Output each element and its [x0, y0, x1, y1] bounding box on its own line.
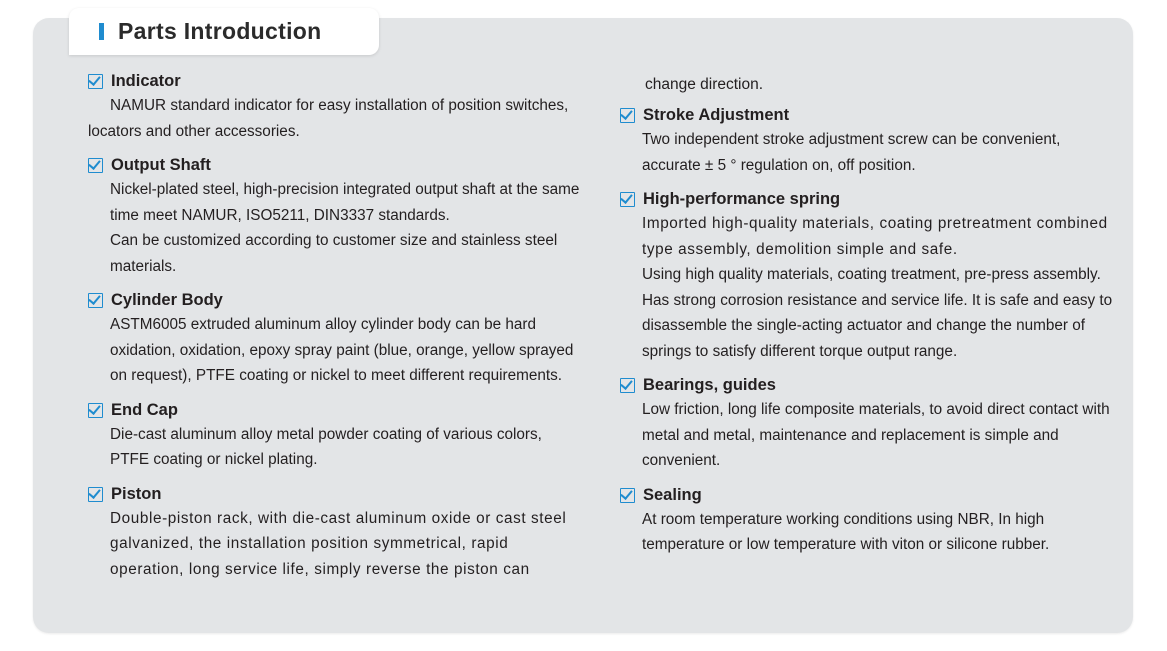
item-body: Imported high-quality materials, coating pretreatment combined type assembly, demolition simple and safe.: [642, 215, 1108, 258]
item-body: At room temperature working conditions using NBR, In high temperature or low temperature with viton or silicone rubber.: [642, 510, 1050, 553]
checkbox-checked-icon: [620, 192, 635, 207]
list-item: [88, 156, 585, 279]
item-body: Double-piston rack, with die-cast aluminum oxide or cast steel galvanized, the installation position symmetrical, rapid operation, long service life, simply reverse the piston can: [110, 509, 567, 578]
checkbox-checked-icon: [88, 158, 103, 173]
item-heading: [620, 376, 1113, 395]
item-title: Output Shaft: [111, 156, 211, 174]
item-heading: [88, 485, 585, 504]
checkbox-checked-icon: [88, 487, 103, 502]
item-body: Low friction, long life composite materials, to avoid direct contact with metal and metal, maintenance and replacement is simple and convenient.: [642, 401, 1110, 469]
item-heading: [88, 291, 585, 310]
item-heading: [88, 156, 585, 175]
list-item: [620, 190, 1113, 364]
item-title: High-performance spring: [643, 190, 841, 208]
checkbox-checked-icon: [88, 403, 103, 418]
item-body-secondary: Can be customized according to customer size and stainless steel materials.: [110, 232, 558, 275]
checkbox-checked-icon: [620, 378, 635, 393]
item-body: NAMUR standard indicator for easy installation of position switches, locators and other accessories.: [88, 97, 569, 140]
right-column: [603, 72, 1133, 627]
item-title: Stroke Adjustment: [643, 106, 790, 124]
columns-container: [33, 72, 1133, 627]
list-item: [620, 376, 1113, 474]
item-heading: [88, 72, 585, 91]
item-title: Indicator: [111, 72, 181, 90]
item-body: ASTM6005 extruded aluminum alloy cylinder body can be hard oxidation, oxidation, epoxy spray paint (blue, orange, yellow sprayed on request), PTFE coating or nickel to meet different requirements.: [110, 316, 574, 384]
list-item: [88, 291, 585, 389]
checkbox-checked-icon: [88, 293, 103, 308]
item-title: Sealing: [643, 485, 702, 504]
item-heading: [620, 106, 1113, 125]
item-body-secondary: Using high quality materials, coating treatment, pre-press assembly. Has strong corrosion resistance and service life. It is safe and easy to disassemble the single-acting actuator and change the number of springs to satisfy different torque output range.: [642, 266, 1113, 360]
item-title: End Cap: [111, 400, 178, 419]
page-title: Parts Introduction: [118, 18, 322, 44]
item-body: Two independent stroke adjustment screw can be convenient, accurate ± 5 ° regulation on, off position.: [642, 131, 1061, 174]
continuation-text: change direction.: [645, 76, 764, 93]
list-item: [620, 486, 1113, 558]
title-bar-icon: [99, 23, 104, 40]
list-item: [88, 485, 585, 583]
item-title: Cylinder Body: [111, 291, 223, 309]
item-heading: [620, 190, 1113, 209]
left-column: [33, 72, 603, 627]
item-heading: [88, 401, 585, 420]
list-item: [620, 106, 1113, 178]
page-title-tab: [69, 8, 379, 55]
item-heading: [620, 486, 1113, 505]
item-body: Nickel-plated steel, high-precision integrated output shaft at the same time meet NAMUR, ISO5211, DIN3337 standards.: [110, 181, 580, 224]
item-title: Bearings, guides: [643, 376, 776, 394]
checkbox-checked-icon: [620, 108, 635, 123]
list-item: [88, 72, 585, 144]
checkbox-checked-icon: [88, 74, 103, 89]
item-body: Die-cast aluminum alloy metal powder coating of various colors, PTFE coating or nickel plating.: [110, 425, 542, 468]
list-item: [88, 401, 585, 473]
checkbox-checked-icon: [620, 488, 635, 503]
item-title: Piston: [111, 484, 162, 503]
